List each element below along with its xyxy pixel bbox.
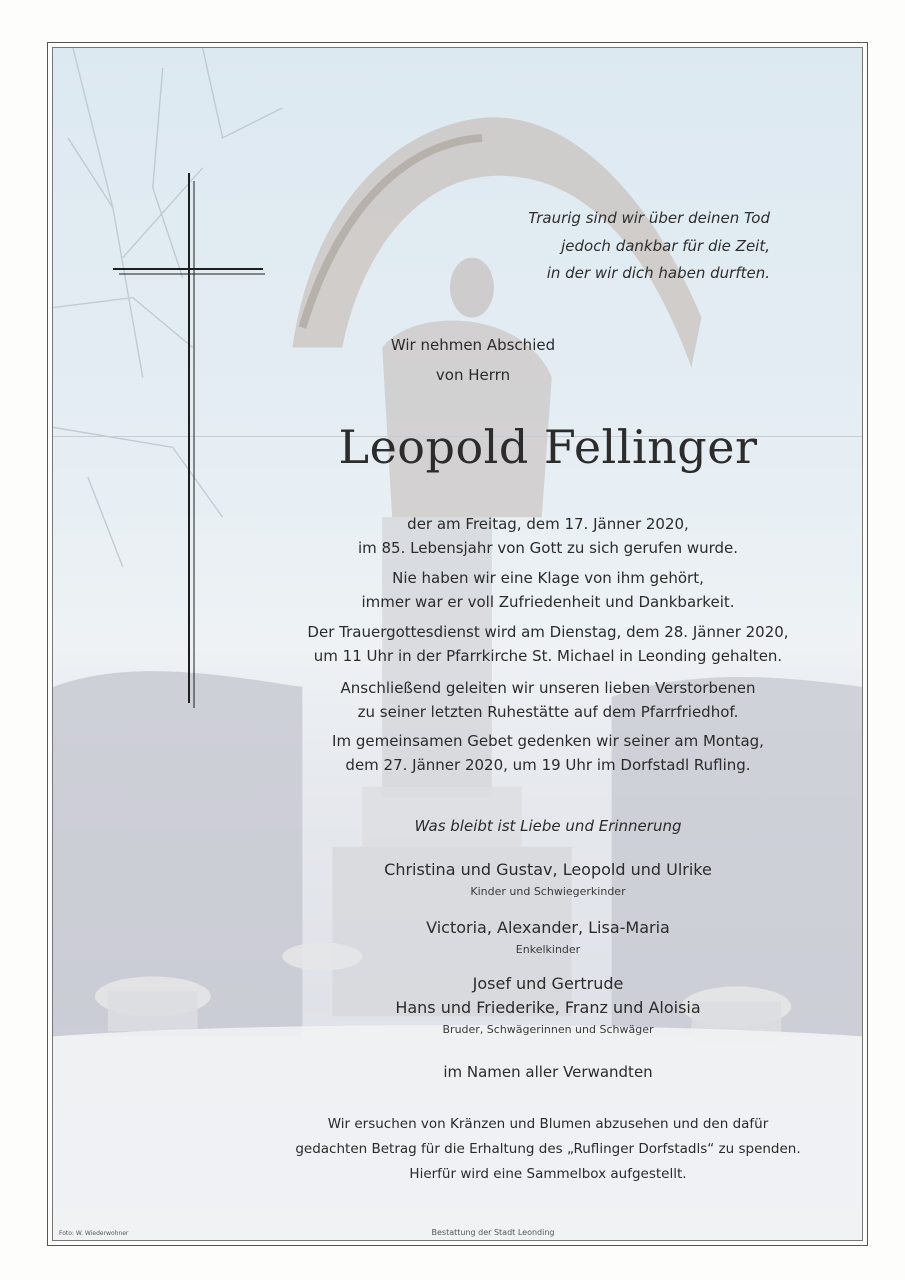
paragraph-line: dem 27. Jänner 2020, um 19 Uhr im Dorfstadl Rufling.	[345, 756, 751, 774]
paragraph-line: Im gemeinsamen Gebet gedenken wir seiner am Montag,	[332, 732, 764, 750]
motto-line: jedoch dankbar für die Zeit,	[561, 236, 770, 255]
mourner-names: Hans und Friederike, Franz und Aloisia	[395, 998, 701, 1017]
intro-line: von Herrn	[435, 366, 511, 384]
death-notice	[268, 512, 828, 560]
paragraph-line: um 11 Uhr in der Pfarrkirche St. Michael in Leonding gehalten.	[313, 647, 783, 665]
intro	[383, 330, 563, 390]
deceased-name: Leopold Fellinger	[338, 420, 758, 474]
mourner-relation: Bruder, Schwägerinnen und Schwäger	[442, 1023, 654, 1036]
donation-request	[233, 1112, 863, 1187]
mourner-relation: Kinder und Schwiegerkinder	[470, 885, 626, 898]
paragraph-line: immer war er voll Zufriedenheit und Dankbarkeit.	[361, 593, 735, 611]
paragraph-line: der am Freitag, dem 17. Jänner 2020,	[407, 515, 689, 533]
mourner-group	[288, 972, 808, 1036]
donation-line: Wir ersuchen von Kränzen und Blumen abzusehen und den dafür	[327, 1116, 769, 1132]
card-inner-frame	[52, 47, 863, 1241]
obituary-card	[47, 42, 868, 1246]
mourner-names: Victoria, Alexander, Lisa-Maria	[426, 918, 670, 937]
mourner-names: Christina und Gustav, Leopold und Ulrike	[384, 860, 712, 879]
closing-quote: Was bleibt ist Liebe und Erinnerung	[414, 817, 682, 835]
character-tribute	[268, 566, 828, 614]
cross-icon	[113, 173, 273, 713]
intro-line: Wir nehmen Abschied	[390, 336, 556, 354]
mourner-group	[288, 858, 808, 898]
mourner-relation: Enkelkinder	[515, 943, 581, 956]
donation-line: gedachten Betrag für die Erhaltung des „Ruflinger Dorfstadls“ zu spenden.	[295, 1141, 801, 1157]
burial-info	[268, 676, 828, 724]
funeral-service-info	[258, 620, 838, 668]
paragraph-line: Anschließend geleiten wir unseren lieben Verstorbenen	[340, 679, 756, 697]
paragraph-line: Der Trauergottesdienst wird am Dienstag, dem 28. Jänner 2020,	[307, 623, 789, 641]
motto	[430, 205, 770, 288]
funeral-home: Bestattung der Stadt Leonding	[431, 1228, 555, 1237]
mourner-group	[288, 916, 808, 956]
relatives-note: im Namen aller Verwandten	[443, 1063, 653, 1081]
motto-line: in der wir dich haben durften.	[546, 264, 770, 282]
paragraph-line: im 85. Lebensjahr von Gott zu sich gerufen wurde.	[357, 539, 739, 557]
prayer-info	[268, 729, 828, 777]
photo-credit: Foto: W. Wiederwohner	[59, 1230, 129, 1237]
mourner-names: Josef und Gertrude	[472, 974, 624, 993]
donation-line: Hierfür wird eine Sammelbox aufgestellt.	[409, 1166, 687, 1182]
paragraph-line: zu seiner letzten Ruhestätte auf dem Pfarrfriedhof.	[357, 703, 739, 721]
motto-line: Traurig sind wir über deinen Tod	[528, 209, 770, 227]
paragraph-line: Nie haben wir eine Klage von ihm gehört,	[392, 569, 704, 587]
